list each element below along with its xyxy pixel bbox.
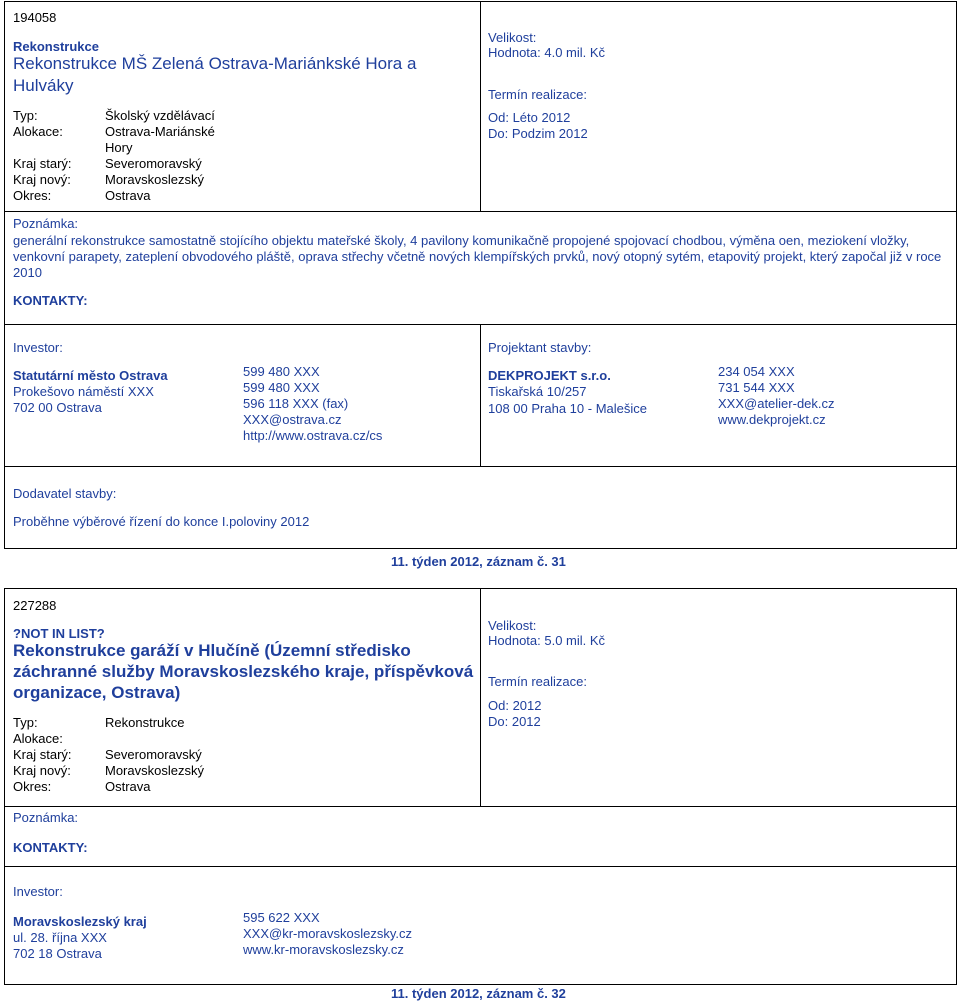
size-label: Velikost: bbox=[488, 618, 537, 633]
size-label: Velikost: bbox=[488, 30, 537, 45]
field-label: Kraj nový: bbox=[13, 763, 71, 778]
field-value bbox=[105, 731, 265, 747]
field-label: Kraj nový: bbox=[13, 172, 71, 187]
record-id: 194058 bbox=[13, 10, 57, 25]
term-label: Termín realizace: bbox=[488, 674, 587, 689]
contact-web[interactable]: http://www.ostrava.cz/cs bbox=[243, 428, 383, 443]
field-value: Školský vzdělávací bbox=[105, 108, 215, 123]
note-text: generální rekonstrukce samostatně stojícího objektu mateřské školy, 4 pavilony komunikačně propojené spojovací chodbou, výměna oen, meziokení vložky, venkovní parapety, zateplení obvodového pláště, oprava střechy včetně nových klempířských prvků, nový otopný sytém, etapovitý projekt, který započal již v roce 2010 bbox=[13, 233, 942, 280]
designer-name: DEKPROJEKT s.r.o. bbox=[488, 368, 611, 383]
record-card-2 bbox=[4, 588, 957, 985]
note-label: Poznámka: bbox=[13, 216, 79, 231]
contacts-heading: KONTAKTY: bbox=[13, 840, 88, 855]
field-label: Kraj starý: bbox=[13, 747, 72, 762]
investor-address: Prokešovo náměstí XXX bbox=[13, 384, 154, 399]
investor-label: Investor: bbox=[13, 340, 63, 355]
field-value: Ostrava-Mariánské Hory bbox=[105, 124, 215, 155]
field-value: Moravskoslezský bbox=[105, 172, 204, 187]
contact-line: 234 054 XXX bbox=[718, 364, 795, 379]
contact-line: 595 622 XXX bbox=[243, 910, 320, 925]
field-label: Okres: bbox=[13, 779, 52, 794]
size-value: Hodnota: 5.0 mil. Kč bbox=[488, 633, 606, 648]
investor-contacts bbox=[243, 910, 412, 958]
field-label: Alokace: bbox=[13, 124, 63, 139]
field-label: Kraj starý: bbox=[13, 156, 72, 171]
term-to: Do: 2012 bbox=[488, 714, 541, 729]
field-value: Severomoravský bbox=[105, 156, 202, 171]
record-footer-2: 11. týden 2012, záznam č. 32 bbox=[391, 986, 566, 1001]
field-value: Moravskoslezský bbox=[105, 763, 204, 778]
note-label: Poznámka: bbox=[13, 810, 79, 825]
contact-email[interactable]: XXX@atelier-dek.cz bbox=[718, 396, 835, 411]
field-label: Typ: bbox=[13, 715, 38, 730]
record-fields bbox=[13, 715, 265, 795]
record-title: Rekonstrukce MŠ Zelená Ostrava-Mariánkské Hora a Hulváky bbox=[13, 54, 417, 95]
field-label: Okres: bbox=[13, 188, 52, 203]
contact-line: 599 480 XXX bbox=[243, 380, 320, 395]
field-value: Ostrava bbox=[105, 779, 151, 794]
term-from: Od: Léto 2012 bbox=[488, 110, 571, 125]
investor-label: Investor: bbox=[13, 884, 63, 899]
designer-city: 108 00 Praha 10 - Malešice bbox=[488, 401, 647, 416]
contact-line: 596 118 XXX (fax) bbox=[243, 396, 349, 411]
investor-city: 702 18 Ostrava bbox=[13, 946, 102, 961]
record-category: Rekonstrukce bbox=[13, 39, 99, 54]
designer-contacts bbox=[718, 364, 835, 428]
investor-city: 702 00 Ostrava bbox=[13, 400, 102, 415]
record-id: 227288 bbox=[13, 598, 57, 613]
record-category: ?NOT IN LIST? bbox=[13, 626, 105, 641]
term-label: Termín realizace: bbox=[488, 87, 587, 102]
contact-email[interactable]: XXX@kr-moravskoslezsky.cz bbox=[243, 926, 412, 941]
contact-email[interactable]: XXX@ostrava.cz bbox=[243, 412, 342, 427]
record-card-1 bbox=[4, 1, 957, 549]
field-label: Alokace: bbox=[13, 731, 63, 746]
field-value: Rekonstrukce bbox=[105, 715, 185, 730]
designer-address: Tiskařská 10/257 bbox=[488, 384, 587, 399]
field-label: Typ: bbox=[13, 108, 38, 123]
supplier-text: Proběhne výběrové řízení do konce I.poloviny 2012 bbox=[13, 514, 310, 529]
record-title: Rekonstrukce garáží v Hlučíně (Územní středisko záchranné služby Moravskoslezského kraje, příspěvková organizace, Ostrava) bbox=[13, 641, 474, 702]
contact-web[interactable]: www.dekprojekt.cz bbox=[718, 412, 826, 427]
field-value: Ostrava bbox=[105, 188, 151, 203]
contacts-heading: KONTAKTY: bbox=[13, 293, 88, 308]
field-value: Severomoravský bbox=[105, 747, 202, 762]
record-fields bbox=[13, 108, 265, 204]
investor-name: Statutární město Ostrava bbox=[13, 368, 168, 383]
investor-address: ul. 28. října XXX bbox=[13, 930, 107, 945]
investor-contacts bbox=[243, 364, 382, 444]
term-to: Do: Podzim 2012 bbox=[488, 126, 588, 141]
designer-label: Projektant stavby: bbox=[488, 340, 592, 355]
term-from: Od: 2012 bbox=[488, 698, 542, 713]
record-footer-1: 11. týden 2012, záznam č. 31 bbox=[391, 554, 566, 569]
investor-name: Moravskoslezský kraj bbox=[13, 914, 147, 929]
contact-line: 731 544 XXX bbox=[718, 380, 795, 395]
contact-line: 599 480 XXX bbox=[243, 364, 320, 379]
supplier-label: Dodavatel stavby: bbox=[13, 486, 117, 501]
contact-web[interactable]: www.kr-moravskoslezsky.cz bbox=[243, 942, 404, 957]
size-value: Hodnota: 4.0 mil. Kč bbox=[488, 45, 606, 60]
